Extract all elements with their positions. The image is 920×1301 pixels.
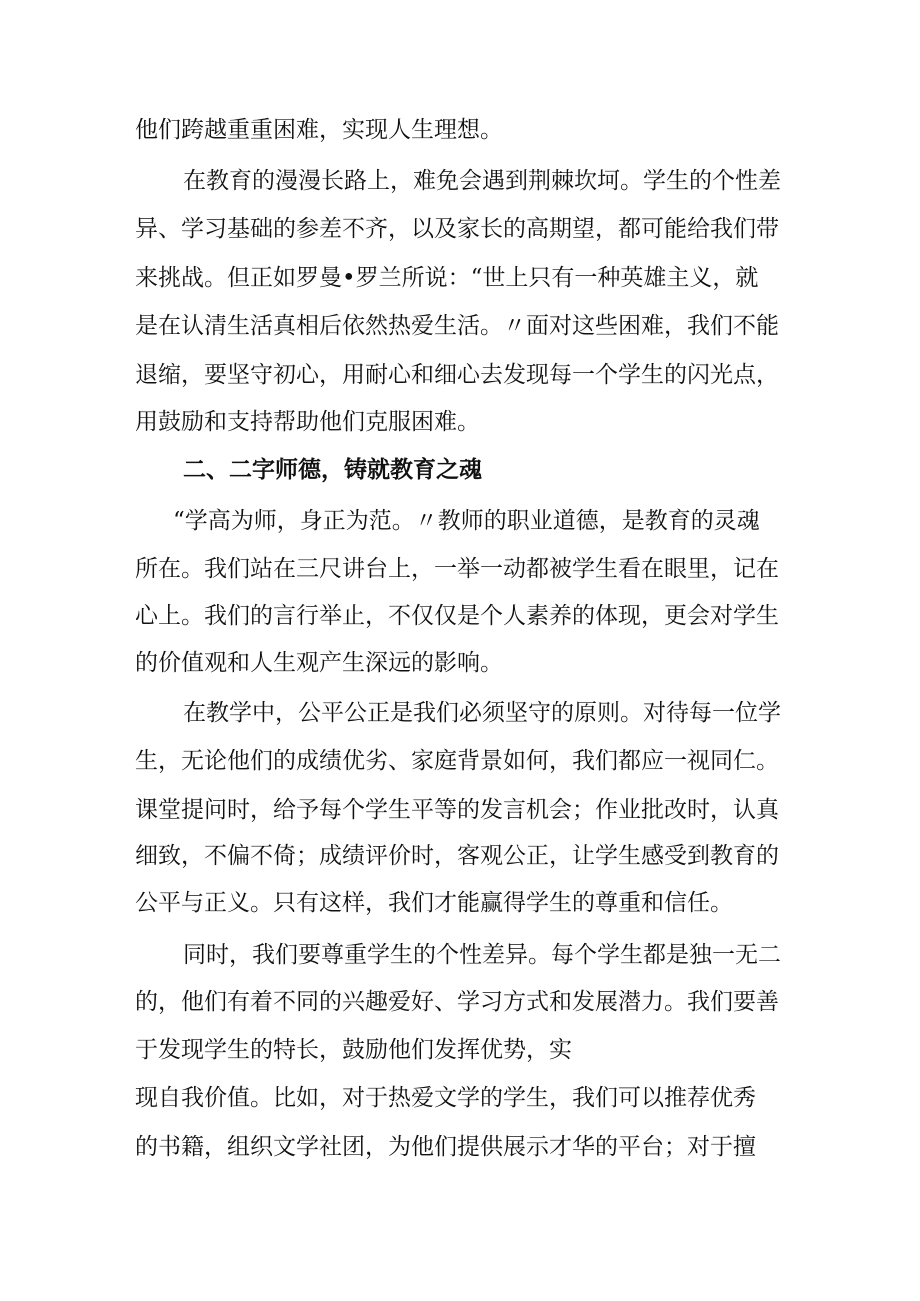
text-line: 的，他们有着不同的兴趣爱好、学习方式和发展潜力。我们要善 <box>135 989 779 1015</box>
text-line: 细致，不偏不倚；成绩评价时，客观公正，让学生感受到教育的 <box>135 843 779 869</box>
text-line: 生，无论他们的成绩优劣、家庭背景如何，我们都应一视同仁。 <box>135 748 779 774</box>
text-line: 心上。我们的言行举止，不仅仅是个人素养的体现，更会对学生 <box>135 603 779 629</box>
section-heading: 二、二字师德，铸就教育之魂 <box>183 457 482 483</box>
text-line: 他们跨越重重困难，实现人生理想。 <box>135 117 503 143</box>
text-line: 的书籍，组织文学社团，为他们提供展示才华的平台；对于擅 <box>135 1134 756 1160</box>
text-line: 退缩，要坚守初心，用耐心和细心去发现每一个学生的闪光点， <box>135 362 779 388</box>
text-line: 的价值观和人生观产生深远的影响。 <box>135 650 503 676</box>
text-line: 用鼓励和支持帮助他们克服困难。 <box>135 409 480 435</box>
text-line: 异、学习基础的参差不齐，以及家长的高期望，都可能给我们带 <box>135 216 779 242</box>
text-line: “学高为师，身正为范。〃教师的职业道德，是教育的灵魂 <box>173 508 760 534</box>
text-line: 课堂提问时，给予每个学生平等的发言机会；作业批改时，认真 <box>135 797 779 823</box>
text-line: 在教学中，公平公正是我们必须坚守的原则。对待每一位学 <box>183 700 781 726</box>
text-line: 同时，我们要尊重学生的个性差异。每个学生都是独一无二 <box>183 942 781 968</box>
text-line: 所在。我们站在三尺讲台上，一举一动都被学生看在眼里，记在 <box>135 556 779 582</box>
text-line: 于发现学生的特长，鼓励他们发挥优势，实 <box>135 1037 572 1063</box>
text-line: 是在认清生活真相后依然热爱生活。〃面对这些困难，我们不能 <box>135 313 779 339</box>
text-line: 现自我价值。比如，对于热爱文学的学生，我们可以推荐优秀 <box>135 1085 756 1111</box>
text-line: 来挑战。但正如罗曼•罗兰所说：“世上只有一种英雄主义，就 <box>135 265 759 291</box>
text-line: 在教育的漫漫长路上，难免会遇到荆棘坎坷。学生的个性差 <box>183 168 781 194</box>
text-line: 公平与正义。只有这样，我们才能赢得学生的尊重和信任。 <box>135 890 733 916</box>
